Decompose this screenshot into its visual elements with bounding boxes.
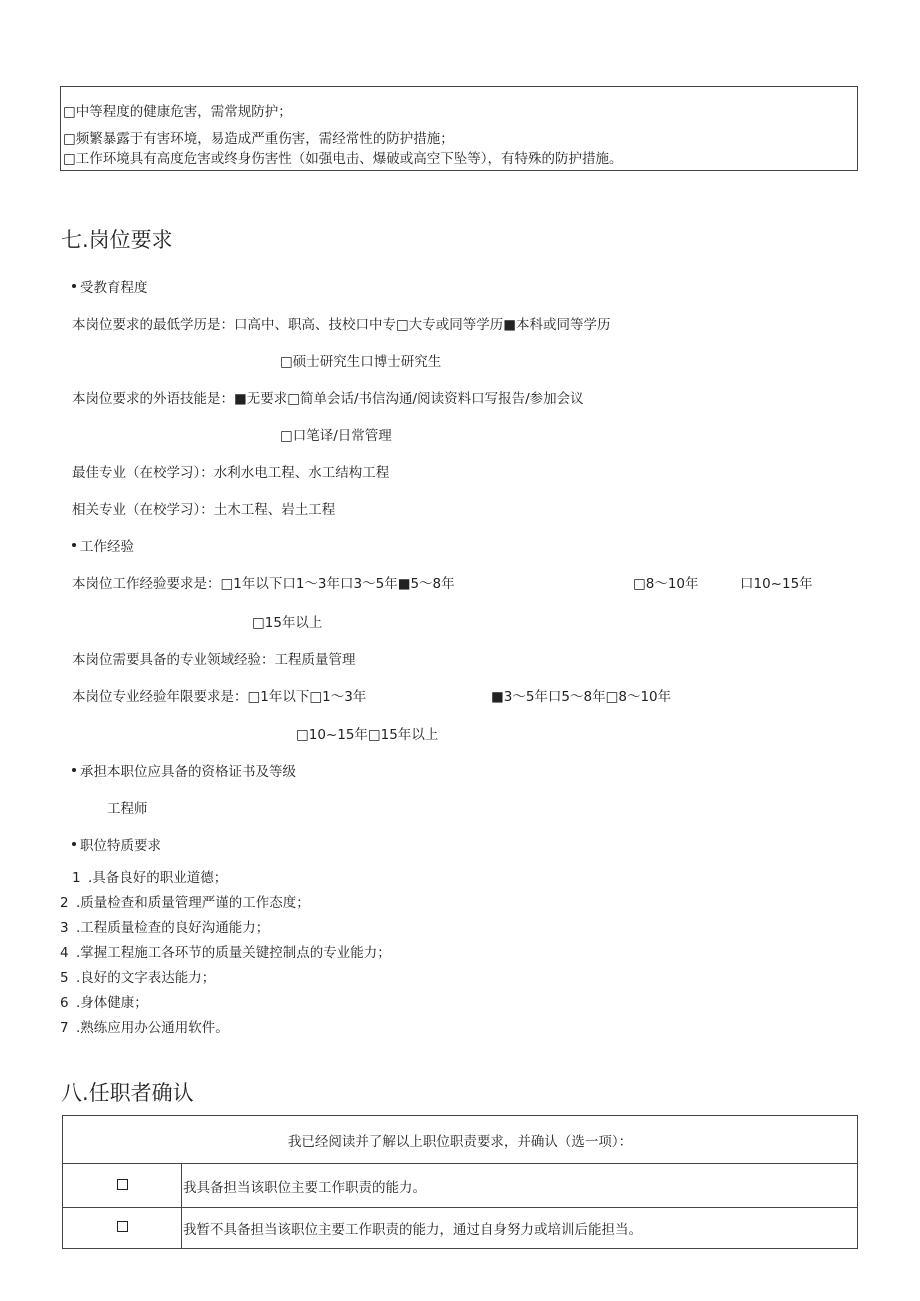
trait-item: 7 .熟练应用办公通用软件。 bbox=[60, 1020, 229, 1036]
trait-item: 6 .身体健康； bbox=[60, 995, 148, 1011]
confirm-table bbox=[62, 1115, 858, 1249]
domain-years-cont: □10~15年□15年以上 bbox=[296, 727, 439, 743]
domain-experience: 本岗位需要具备的专业领域经验：工程质量管理 bbox=[72, 652, 356, 668]
bullet-icon bbox=[72, 543, 76, 547]
domain-years: 本岗位专业经验年限要求是：□1年以下□1～3年 bbox=[72, 689, 367, 705]
bullet-icon bbox=[72, 842, 76, 846]
traits-heading: 职位特质要求 bbox=[72, 834, 161, 854]
confirm-option-2-label: 我暂不具备担当该职位主要工作职责的能力，通过自身努力或培训后能担当。 bbox=[182, 1208, 858, 1249]
hazard-level-box bbox=[60, 86, 858, 171]
hazard-option-moderate: □中等程度的健康危害，需常规防护； bbox=[63, 104, 292, 120]
education-requirement: 本岗位要求的最低学历是：口高中、职高、技校口中专□大专或同等学历■本科或同等学历 bbox=[72, 317, 611, 333]
confirm-option-1-label: 我具备担当该职位主要工作职责的能力。 bbox=[182, 1164, 858, 1208]
confirm-header: 我已经阅读并了解以上职位职责要求，并确认（选一项）： bbox=[63, 1116, 858, 1164]
related-major: 相关专业（在校学习）：土木工程、岩土工程 bbox=[72, 502, 336, 518]
section-7-title: 七.岗位要求 bbox=[61, 228, 173, 252]
confirm-option-1-cell bbox=[63, 1164, 182, 1208]
language-requirement: 本岗位要求的外语技能是：■无要求□简单会话/书信沟通/阅读资料口写报告/参加会议 bbox=[72, 391, 584, 407]
trait-item: 4 .掌握工程施工各环节的质量关键控制点的专业能力； bbox=[60, 945, 391, 961]
experience-requirement: 本岗位工作经验要求是：□1年以下口1～3年口3～5年■5～8年 bbox=[72, 576, 455, 592]
domain-years-options: ■3～5年口5～8年□8～10年 bbox=[491, 689, 672, 705]
trait-item: 5 .良好的文字表达能力； bbox=[60, 970, 216, 986]
experience-option-10-15: 口10~15年 bbox=[740, 576, 813, 592]
bullet-icon bbox=[72, 284, 76, 288]
hazard-option-frequent: □频繁暴露于有害环境，易造成严重伤害，需经常性的防护措施； bbox=[63, 131, 454, 147]
experience-heading: 工作经验 bbox=[72, 535, 134, 555]
section-8-title: 八.任职者确认 bbox=[61, 1081, 194, 1105]
bullet-icon bbox=[72, 768, 76, 772]
trait-item: 2 .质量检查和质量管理严谨的工作态度； bbox=[60, 895, 310, 911]
hazard-option-high: □工作环境具有高度危害或终身伤害性（如强电击、爆破或高空下坠等），有特殊的防护措施。 bbox=[63, 151, 623, 167]
confirm-option-1-checkbox[interactable] bbox=[117, 1179, 128, 1190]
education-heading: 受教育程度 bbox=[72, 276, 148, 296]
cert-heading: 承担本职位应具备的资格证书及等级 bbox=[72, 760, 296, 780]
experience-requirement-cont: □15年以上 bbox=[252, 615, 323, 631]
cert-value: 工程师 bbox=[107, 801, 148, 817]
best-major: 最佳专业（在校学习）：水利水电工程、水工结构工程 bbox=[72, 465, 390, 481]
trait-item: 3 .工程质量检查的良好沟通能力； bbox=[60, 920, 270, 936]
trait-item: 1 .具备良好的职业道德； bbox=[72, 870, 228, 886]
confirm-option-2-checkbox[interactable] bbox=[117, 1221, 128, 1232]
confirm-option-2-cell bbox=[63, 1208, 182, 1249]
experience-option-8-10: □8～10年 bbox=[633, 576, 699, 592]
language-requirement-cont: □口笔译/日常管理 bbox=[280, 428, 392, 444]
education-requirement-cont: □硕士研究生口博士研究生 bbox=[280, 354, 442, 370]
